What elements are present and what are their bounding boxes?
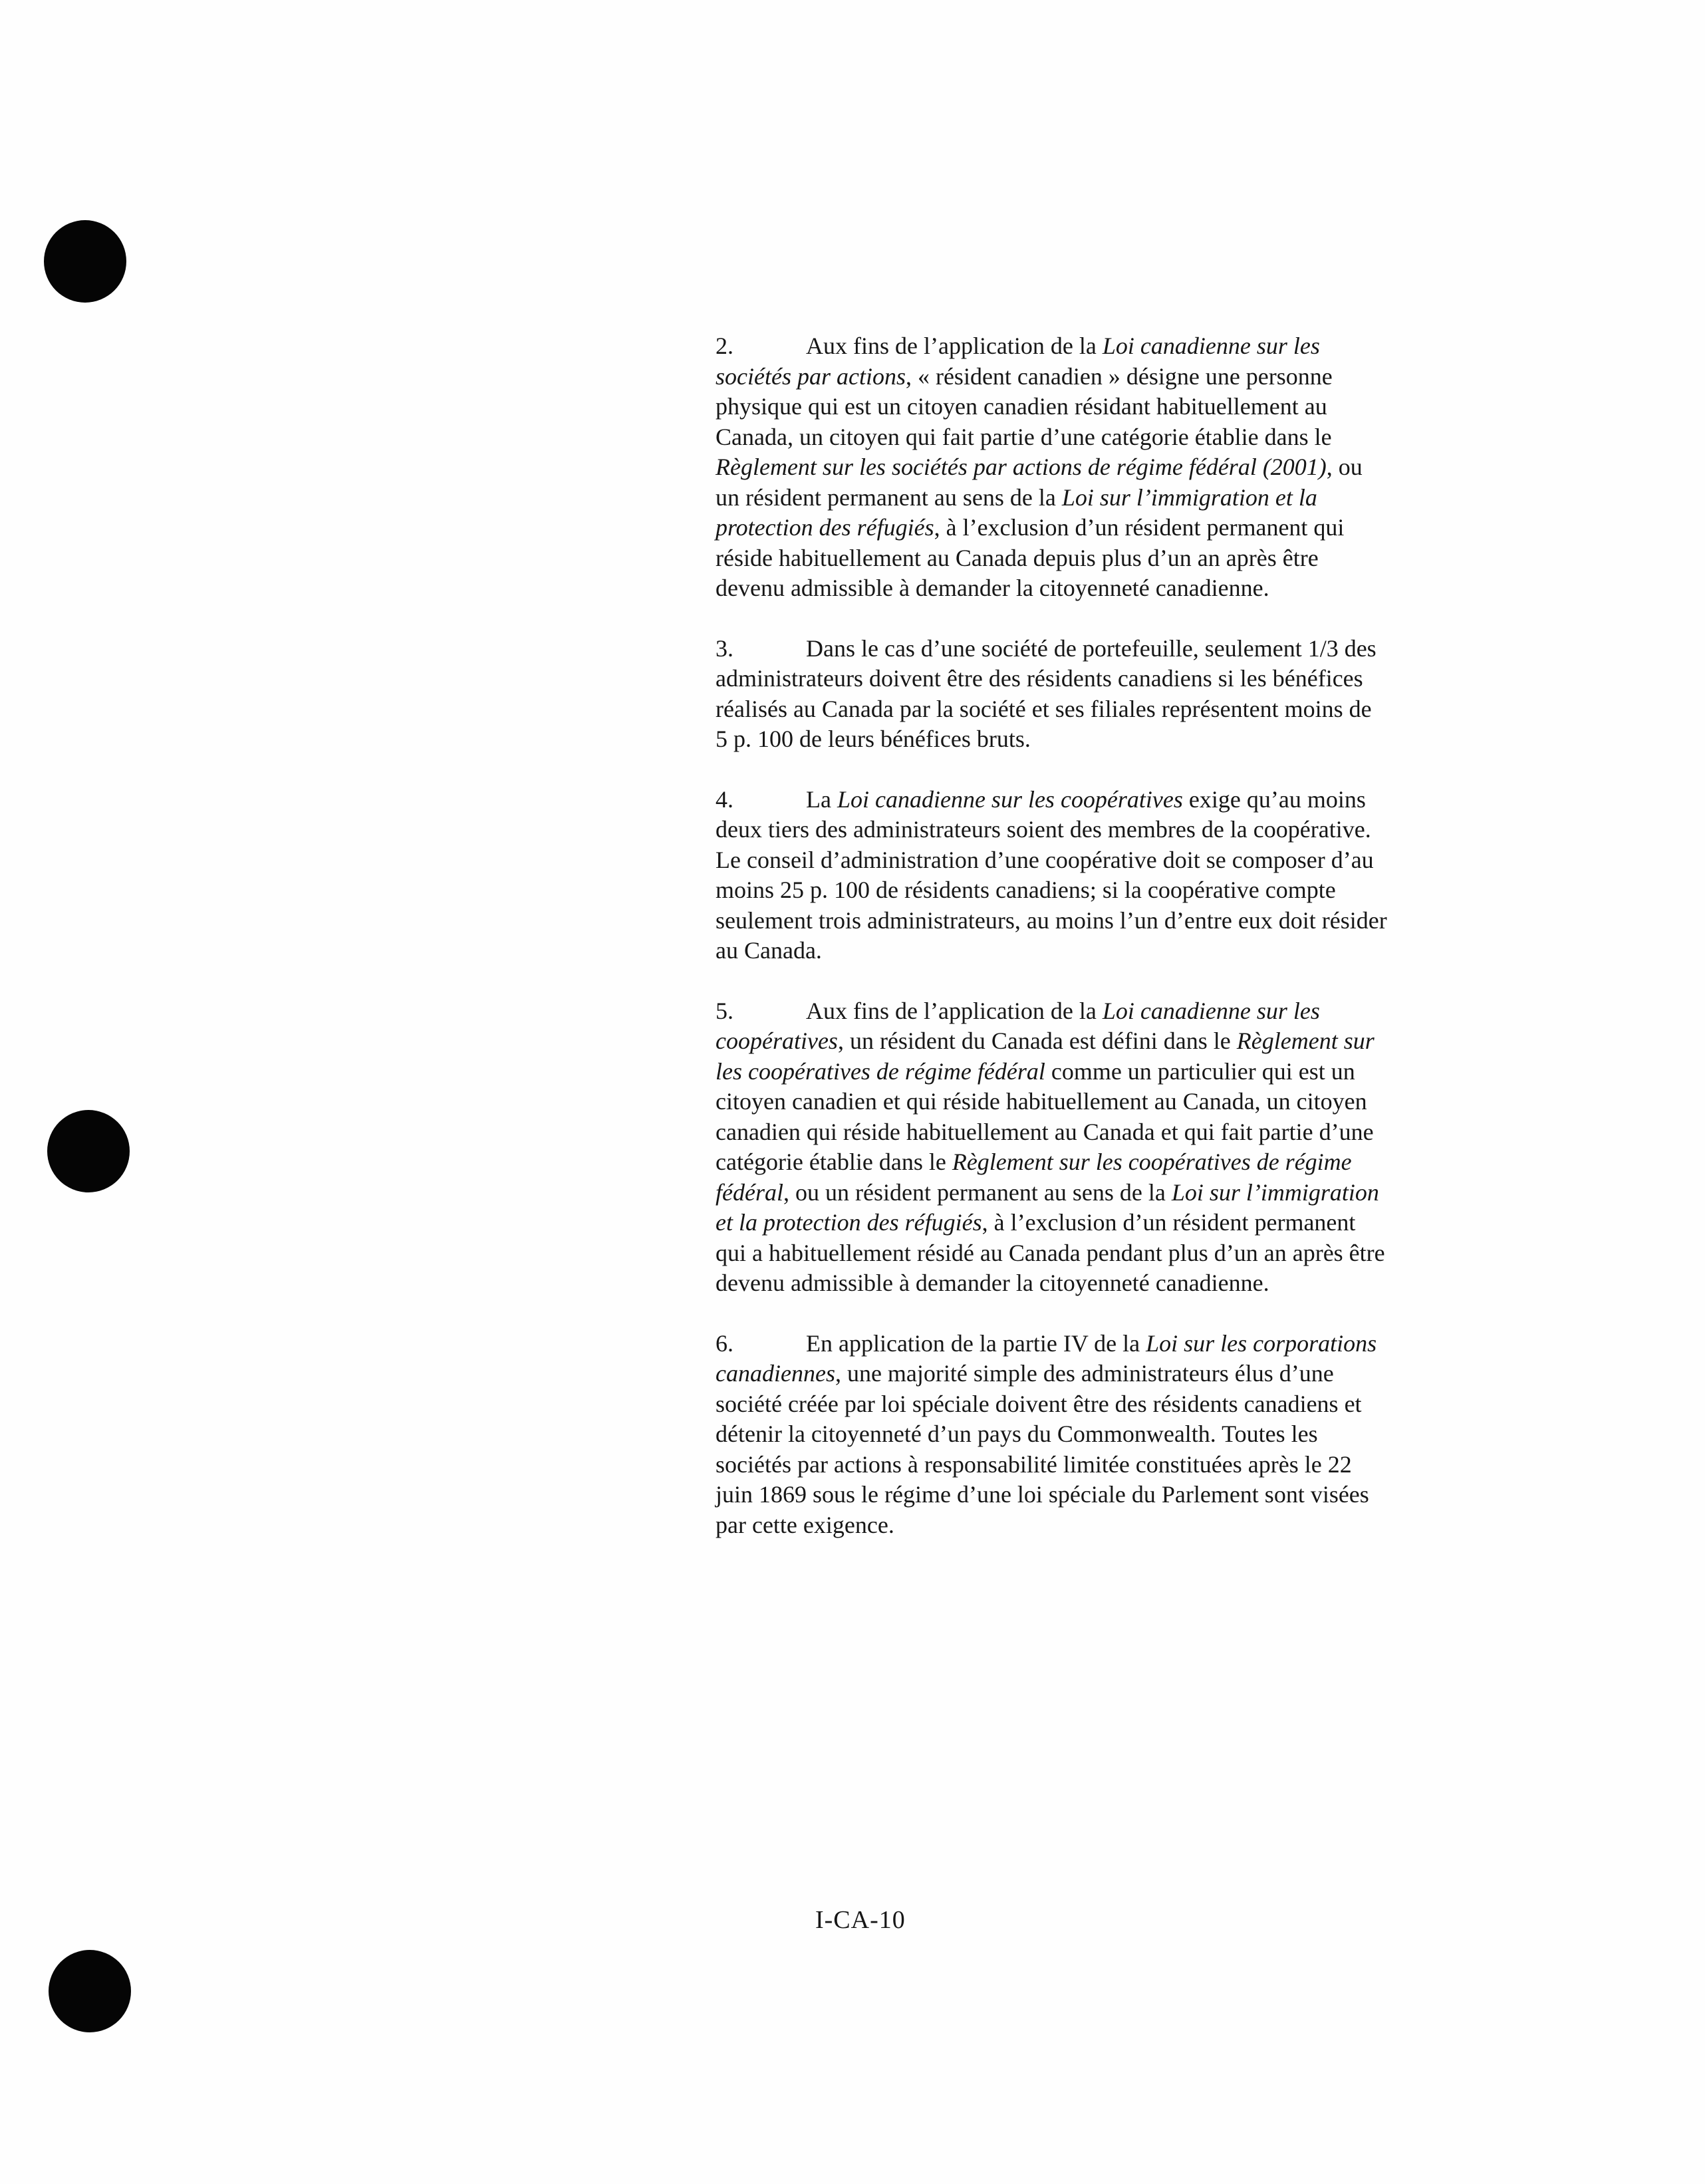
paragraph-text xyxy=(716,998,1385,1297)
text-run: , ou un résident permanent au sens de la xyxy=(716,454,1363,511)
text-run: , ou un résident permanent au sens de la xyxy=(783,1178,1172,1206)
paragraph-number: 4. xyxy=(716,785,733,813)
law-title: Règlement sur les coopératives de régime fédéral xyxy=(716,1027,1375,1085)
document-body xyxy=(716,331,1387,1570)
paragraph-text xyxy=(716,786,1387,964)
paragraph-3 xyxy=(716,634,1387,755)
law-title: Règlement sur les sociétés par actions de régime fédéral (2001) xyxy=(716,454,1327,480)
punch-hole xyxy=(49,1950,131,2032)
paragraph-number: 5. xyxy=(716,997,733,1024)
text-run: comme un particulier qui est un citoyen canadien et qui réside habituellement au Canada, un citoyen canadien qui réside habituellement au Canada et qui fait partie d’une catégorie établie dans le xyxy=(716,1057,1374,1175)
paragraph-text xyxy=(716,333,1363,601)
text-run: , à l’exclusion d’un résident permanent qui réside habituellement au Canada depuis plus d’un an après être devenu admissible à demander la citoyenneté canadienne. xyxy=(716,514,1345,601)
punch-hole xyxy=(44,220,126,303)
paragraph-text xyxy=(716,635,1377,753)
text-run: , une majorité simple des administrateurs élus d’une société créée par loi spéciale doivent être des résidents canadiens et détenir la citoyenneté d’un pays du Commonwealth. Toutes les sociétés par actions à responsabilité limitée constituées après le 22 juin 1869 sous le régime d’une loi spéciale du Parlement sont visées par cette exigence. xyxy=(716,1360,1369,1538)
punch-hole xyxy=(47,1110,130,1192)
paragraph-2 xyxy=(716,331,1387,604)
paragraph-number: 3. xyxy=(716,634,733,662)
text-run: Aux fins de l’application de la xyxy=(806,997,1103,1024)
text-run: , un résident du Canada est défini dans le xyxy=(837,1027,1237,1054)
law-title: Loi sur l’immigration et la protection des réfugiés xyxy=(716,1178,1379,1236)
paragraph-4 xyxy=(716,785,1387,966)
paragraph-6 xyxy=(716,1329,1387,1541)
text-run: Aux fins de l’application de la xyxy=(806,333,1103,359)
paragraph-number: 2. xyxy=(716,333,733,359)
text-run: , « résident canadien » désigne une personne physique qui est un citoyen canadien résidant habituellement au Canada, un citoyen qui fait partie d’une catégorie établie dans le xyxy=(716,362,1333,450)
paragraph-number: 6. xyxy=(716,1329,733,1357)
paragraph-5 xyxy=(716,996,1387,1299)
text-run: Dans le cas d’une société de portefeuille, seulement 1/3 des administrateurs doivent être des résidents canadiens si les bénéfices réalisés au Canada par la société et ses filiales représentent moins de 5 p. 100 de leurs bénéfices bruts. xyxy=(716,634,1377,752)
text-run: La xyxy=(806,785,837,813)
paragraph-text xyxy=(716,1330,1377,1538)
law-title: Loi sur l’immigration et la protection des réfugiés xyxy=(716,483,1317,541)
law-title: Loi sur les corporations canadiennes xyxy=(716,1329,1377,1387)
text-run: En application de la partie IV de la xyxy=(806,1329,1146,1357)
text-run: , à l’exclusion d’un résident permanent qui a habituellement résidé au Canada pendant plus d’un an après être devenu admissible à demander la citoyenneté canadienne. xyxy=(716,1209,1385,1296)
law-title: Loi canadienne sur les sociétés par actions xyxy=(716,333,1320,390)
text-run: exige qu’au moins deux tiers des administrateurs soient des membres de la coopérative. Le conseil d’administration d’une coopérative doit se composer d’au moins 25 p. 100 de résidents canadiens; si la coopérative compte seulement trois administrateurs, au moins l’un d’entre eux doit résider au Canada. xyxy=(716,785,1387,964)
law-title: Règlement sur les coopératives de régime fédéral xyxy=(716,1149,1352,1206)
law-title: Loi canadienne sur les coopératives xyxy=(716,997,1320,1054)
page-number: I-CA-10 xyxy=(815,1906,906,1934)
law-title: Loi canadienne sur les coopératives xyxy=(837,785,1183,813)
